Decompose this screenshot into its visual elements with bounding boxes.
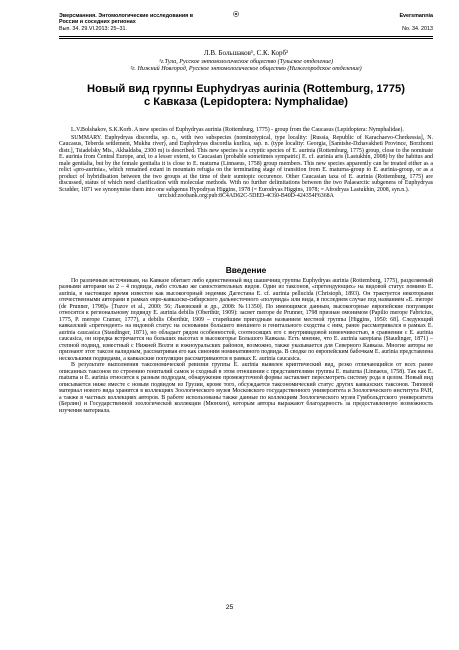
body-paragraph: В результате выполнения таксономической ревизии группы E. aurinia выявлен криптический вид, резко отличающийся от всех ранее описанных таксонов по строению гениталий самок и сходный в этом отношении с представителями группы E. maturna (Linnaeus, 1758). Так как E. maturna и E. aurinia относятся к разным подродам, обнаружение промежуточной формы заставляет пересмотреть систему рода в целом. Новый вид описывается ниже вместе с новым подвидом из Грузии, кроме того, обсуждается таксономический статус других кавказских таксонов. Типовой материал нового вида хранится в коллекциях Зоологического музея Московского государственного университета и Зоологического института РАН, а также в частных коллекциях авторов. В работе использованы также данные по коллекциям Зоологического музея Гумбольдтского университета (Берлин) и Государственной зоологической коллекции (Мюнхен), которым авторы выражают благодарность за предоставленную возможность изучения материала. [59,362,433,414]
affiliation-1: ¹г.Тула, Русское энтомологическое общество (Тульское отделение) [159,59,333,65]
english-abstract [59,127,433,200]
journal-header-left [59,13,319,32]
article-body [59,278,433,414]
header-rule-top [59,36,433,37]
journal-name: Эверсманния. Энтомологические исследования в [59,13,194,19]
issue-info: Вып. 34. 29.VI.2013: 25–31. [59,25,127,32]
journal-subtitle: России и соседних регионах [59,19,136,26]
article-title [59,83,433,109]
affiliations [59,59,433,73]
journal-header-right [313,13,433,32]
english-citation: L.V.Bolshakov, S.K.Korb. A new species of Euphydryas aurinia (Rottemburg, 1775) - group from the Caucasus (Lepidoptera: Nymphalidae). [71,127,404,133]
journal-logo-icon [233,11,239,17]
authors: Л.В. Большаков¹, С.К. Корб² [203,49,289,57]
page-number: 25 [225,604,234,611]
title-line-1: Новый вид группы Euphydryas aurinia (Rottemburg, 1775) [87,83,405,95]
affiliation-2: ²г. Нижний Новгород, Русское энтомологическое общество (Нижегородское отделение) [130,66,362,73]
zoobank-lsid: urn:lsid:zoobank.org:pub:8C4AD62C-5DED-4C60-B40D-424354F6368A [158,193,334,200]
section-heading-introduction: Введение [225,265,267,275]
journal-name-latin: Eversmannia [399,13,433,19]
body-paragraph: По различным источникам, на Кавказе обитает либо единственный вид шашечниц группы Euphydryas aurinia (Rottemburg, 1775), разделяемый разными авторами на 2 – 4 подвида, либо столько же самостоятельных видов. Один из таксонов, «претендующих» на видовой статус помимо E. aurinia, в настоящее время известен как высокогорный эндемик Дагестана E. cf. aurinia pellucida (Christoph, 1893). Он трактуется некоторыми отечественными авторами в рамках евро-кавказско-сибирского дальнесточного «полувида» или вида, в последнем случае под названием «E. merope (de Prunner, 1798)» [Tuzov et al., 2000: 56; Львовский и др., 2008: №11350]. По имеющимся данным, высокогорные европейские популяции относятся к региональному подвиду E. aurinia debilis (Oberthür, 1909): засвет merope de Prunner, 1798 признан омонимом (Papilio merope Fabricius, 1775, P. merope Cramer, 1777), a debilis Oberthür, 1909 – старейшим пригодным названием местной группы [Higgins, 1950: 68]. Следующий кавказский «претендент» на видовой статус на основании большего внешнего и генитального сходства с ним, ранее рассматривался в рамках E. aurinia caucasica (Staudinger, 1871), но обладает рядом особенностей, соотносящих его с внутривидовой изменчивостью, в сравнении с E. aurinia caucasica, он изредка встречается на больших высотах в высокогорье Большого Кавказа. Есть мнение, что E. aurinia sareptana (Staudinger, 1871) – степной подвид, известный с Нижней Волги и южноуральских районов, возможно, также указывается для Северного Кавказа. Многие авторы не признают этот таксон валидным, рассматривая его как синоним номинативного подвида. В сводке по европейским бабочкам E. aurinia представлена несколькими подвидами, а кавказские популяции рассматриваются в рамках E. aurinia caucasica. [59,278,433,362]
title-line-2: с Кавказа (Lepidoptera: Nymphalidae) [143,96,349,109]
english-summary: SUMMARY. Euphydryas discordia, sp. n., with two subspecies (nominotypical, type locality: [Russia, Republic of Karachaevo-Cherkessia], N. Caucasus, Teberda settlement, Mukhu river), and Euphydryas discordia kurlica, ssp. n. (type locality: Georgia, [Samtshe-Dzhavakheti Province, Borzhomi distr.], Tsiadelsky Mts., Akhaldaba, 2300 m) is described. This new species is a cryptic species of E. aurinia (Rottemburg, 1775) group, close to the nominate E. aurinia from Central Europe, and, to a lesser extent, to Caucasian (probable sometimes sympatric) E. cf. aurinia aris (Lastukhin, 2008) by the habitus and male genitalia, but by the female genitalia it is close to E. maturna (Linnaeus, 1758) group members. This new species apparently can be treated either as a relict «pro-aurinia», which remained extant in mountain refugia on the terminating stage of transition from E. maturna-group to E. aurinia-group, or as a product of hybridisation between the two groups at the time of their sumtopic occurence. Other Caucasian taxa of E. aurinia (Rottemburg, 1775) are discussed, status of which need clarification with molecular methods. With no further delimitations between the two Palaearctic subgenera of Euphydryas Scudder, 1871 we synonymise them into one subgenus Hypodryas Higgins, 1978 (= Eurodryas Higgins, 1978; = Afrodryas Lastukhin, 2008, syn.n.). [59,134,433,193]
header-rule-bottom [59,38,433,39]
issue-number: No. 34. 2013 [402,25,433,32]
